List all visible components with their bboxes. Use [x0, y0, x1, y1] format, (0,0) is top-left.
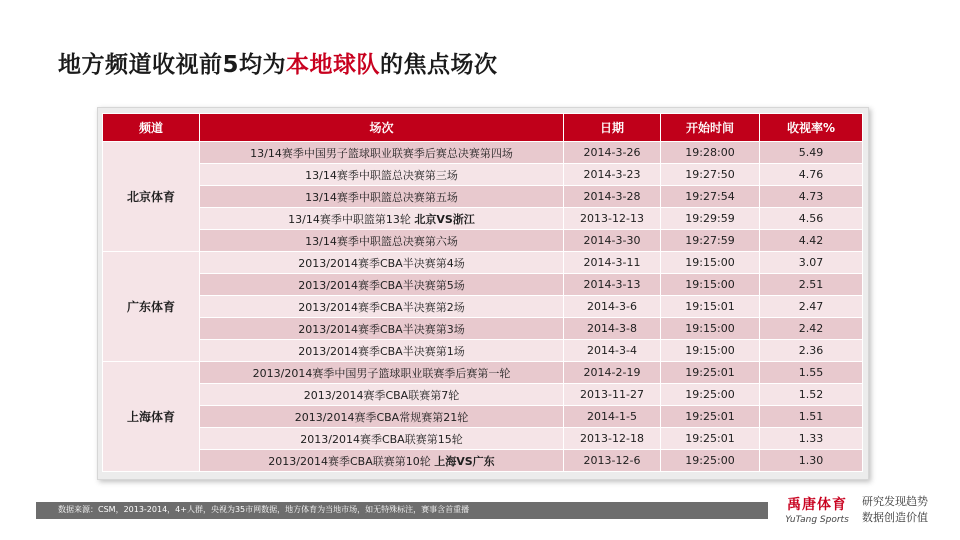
channel-cell: 北京体育 [103, 142, 200, 252]
match-cell: 2013/2014赛季CBA半决赛第4场 [200, 252, 564, 274]
match-cell: 13/14赛季中职篮总决赛第五场 [200, 186, 564, 208]
table-row [103, 274, 863, 296]
start-time-cell: 19:15:00 [661, 340, 760, 362]
rating-cell: 1.52 [760, 384, 863, 406]
date-cell: 2014-3-30 [564, 230, 661, 252]
channel-cell: 广东体育 [103, 252, 200, 362]
rating-cell: 3.07 [760, 252, 863, 274]
data-source-note: 数据来源：CSM，2013-2014，4+人群，央视为35市网数据，地方体育为当地市场，如无特殊标注，赛事含首重播 [58, 505, 470, 514]
match-cell: 2013/2014赛季CBA半决赛第3场 [200, 318, 564, 340]
logo-name: 禹唐体育 [787, 497, 847, 513]
match-cell: 13/14赛季中国男子篮球职业联赛季后赛总决赛第四场 [200, 142, 564, 164]
header-match: 场次 [200, 114, 564, 142]
date-cell: 2014-3-8 [564, 318, 661, 340]
rating-cell: 1.51 [760, 406, 863, 428]
start-time-cell: 19:15:01 [661, 296, 760, 318]
date-cell: 2014-2-19 [564, 362, 661, 384]
table-row [103, 384, 863, 406]
date-cell: 2013-12-13 [564, 208, 661, 230]
table-row [103, 362, 863, 384]
rating-cell: 2.47 [760, 296, 863, 318]
footer-bar [36, 502, 768, 519]
match-cell: 2013/2014赛季CBA半决赛第1场 [200, 340, 564, 362]
channel-cell: 上海体育 [103, 362, 200, 472]
rating-cell: 4.73 [760, 186, 863, 208]
header-date: 日期 [564, 114, 661, 142]
date-cell: 2014-1-5 [564, 406, 661, 428]
rating-cell: 5.49 [760, 142, 863, 164]
start-time-cell: 19:25:00 [661, 384, 760, 406]
rating-cell: 2.42 [760, 318, 863, 340]
match-cell: 2013/2014赛季CBA联赛第15轮 [200, 428, 564, 450]
match-teams: 北京VS浙江 [414, 212, 475, 226]
match-cell: 13/14赛季中职篮总决赛第六场 [200, 230, 564, 252]
table-row [103, 164, 863, 186]
page-title [58, 46, 498, 79]
title-highlight: 本地球队 [286, 52, 381, 78]
start-time-cell: 19:29:59 [661, 208, 760, 230]
slogan-line-2: 数据创造价值 [862, 511, 928, 524]
match-cell: 2013/2014赛季中国男子篮球职业联赛季后赛第一轮 [200, 362, 564, 384]
date-cell: 2014-3-4 [564, 340, 661, 362]
date-cell: 2014-3-26 [564, 142, 661, 164]
start-time-cell: 19:28:00 [661, 142, 760, 164]
match-cell [200, 450, 564, 472]
date-cell: 2014-3-6 [564, 296, 661, 318]
table-row [103, 428, 863, 450]
rating-cell: 1.33 [760, 428, 863, 450]
match-cell: 2013/2014赛季CBA半决赛第5场 [200, 274, 564, 296]
rating-cell: 1.55 [760, 362, 863, 384]
start-time-cell: 19:25:01 [661, 428, 760, 450]
start-time-cell: 19:25:01 [661, 362, 760, 384]
rating-cell: 4.76 [760, 164, 863, 186]
rating-cell: 2.51 [760, 274, 863, 296]
start-time-cell: 19:25:00 [661, 450, 760, 472]
table-row [103, 230, 863, 252]
date-cell: 2014-3-23 [564, 164, 661, 186]
date-cell: 2014-3-28 [564, 186, 661, 208]
slogan [862, 494, 928, 526]
header-rating: 收视率% [760, 114, 863, 142]
slogan-line-1: 研究发现趋势 [862, 495, 928, 508]
match-prefix: 13/14赛季中职篮第13轮 [288, 212, 415, 226]
rating-cell: 2.36 [760, 340, 863, 362]
table-row [103, 252, 863, 274]
match-cell: 2013/2014赛季CBA半决赛第2场 [200, 296, 564, 318]
start-time-cell: 19:15:00 [661, 252, 760, 274]
match-prefix: 2013/2014赛季CBA联赛第10轮 [268, 454, 435, 468]
start-time-cell: 19:27:59 [661, 230, 760, 252]
match-cell [200, 208, 564, 230]
date-cell: 2013-12-6 [564, 450, 661, 472]
rating-cell: 4.56 [760, 208, 863, 230]
start-time-cell: 19:27:54 [661, 186, 760, 208]
match-cell: 2013/2014赛季CBA常规赛第21轮 [200, 406, 564, 428]
start-time-cell: 19:15:00 [661, 274, 760, 296]
rating-cell: 1.30 [760, 450, 863, 472]
date-cell: 2014-3-11 [564, 252, 661, 274]
match-teams: 上海VS广东 [434, 454, 495, 468]
table-header-row [103, 114, 863, 142]
table-frame [97, 107, 869, 480]
match-cell: 2013/2014赛季CBA联赛第7轮 [200, 384, 564, 406]
table-row [103, 318, 863, 340]
rating-cell: 4.42 [760, 230, 863, 252]
table-row [103, 296, 863, 318]
match-cell: 13/14赛季中职篮总决赛第三场 [200, 164, 564, 186]
start-time-cell: 19:25:01 [661, 406, 760, 428]
table-row [103, 450, 863, 472]
date-cell: 2013-11-27 [564, 384, 661, 406]
table-body [103, 142, 863, 472]
table-row [103, 208, 863, 230]
table-row [103, 340, 863, 362]
logo-sub: YuTang Sports [785, 515, 849, 525]
title-part-1: 地方频道收视前5均为 [58, 52, 287, 78]
table-row [103, 142, 863, 164]
header-channel: 频道 [103, 114, 200, 142]
title-part-2: 的焦点场次 [380, 52, 498, 78]
table-row [103, 186, 863, 208]
date-cell: 2013-12-18 [564, 428, 661, 450]
brand-logo [772, 494, 862, 525]
start-time-cell: 19:27:50 [661, 164, 760, 186]
date-cell: 2014-3-13 [564, 274, 661, 296]
ratings-table [102, 113, 863, 472]
table-row [103, 406, 863, 428]
start-time-cell: 19:15:00 [661, 318, 760, 340]
header-start-time: 开始时间 [661, 114, 760, 142]
